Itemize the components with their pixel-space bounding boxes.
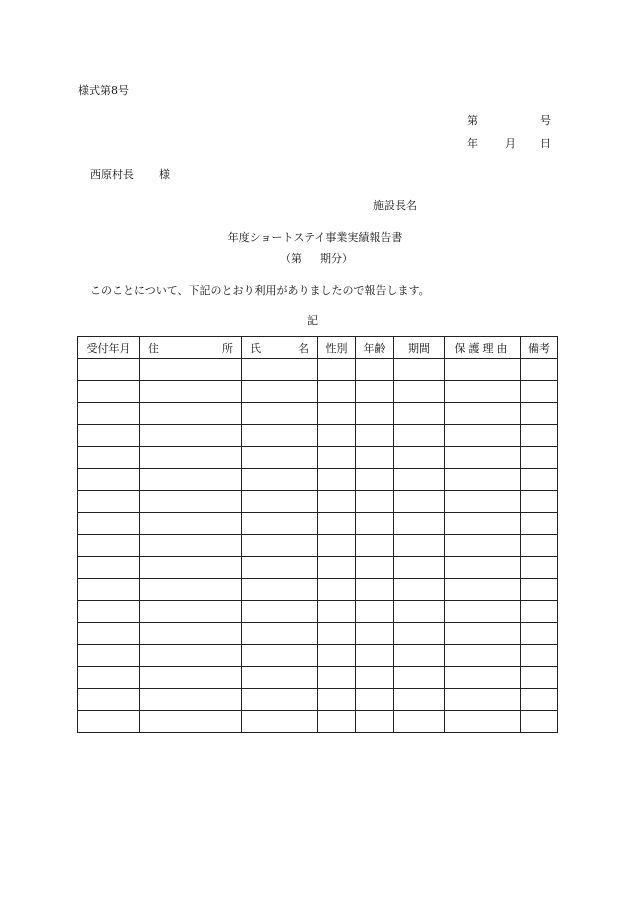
table-row [78, 623, 558, 645]
cell-reason [445, 425, 521, 447]
cell-age [356, 425, 394, 447]
cell-name [242, 447, 318, 469]
cell-age [356, 403, 394, 425]
table-row [78, 447, 558, 469]
cell-gender [318, 535, 356, 557]
cell-address [140, 359, 242, 381]
date-month-label: 月 [505, 137, 516, 150]
cell-gender [318, 689, 356, 711]
cell-address [140, 689, 242, 711]
table-row [78, 425, 558, 447]
cell-period [394, 557, 445, 579]
table-row [78, 535, 558, 557]
cell-remarks [521, 425, 558, 447]
cell-date [78, 403, 140, 425]
cell-address [140, 469, 242, 491]
cell-period [394, 359, 445, 381]
cell-address [140, 557, 242, 579]
header-address-second: 所 [222, 341, 233, 355]
cell-gender [318, 403, 356, 425]
cell-remarks [521, 447, 558, 469]
cell-age [356, 491, 394, 513]
cell-address [140, 579, 242, 601]
table-row [78, 491, 558, 513]
table-row [78, 601, 558, 623]
cell-date [78, 667, 140, 689]
header-address [140, 337, 242, 359]
cell-remarks [521, 711, 558, 733]
table-row [78, 403, 558, 425]
header-name-first: 氏 [250, 341, 261, 355]
cell-date [78, 491, 140, 513]
cell-date [78, 447, 140, 469]
period-suffix: 期分） [320, 252, 353, 265]
cell-period [394, 469, 445, 491]
header-name [242, 337, 318, 359]
cell-name [242, 535, 318, 557]
cell-age [356, 623, 394, 645]
cell-date [78, 381, 140, 403]
cell-address [140, 381, 242, 403]
cell-period [394, 447, 445, 469]
cell-address [140, 535, 242, 557]
cell-age [356, 513, 394, 535]
cell-date [78, 623, 140, 645]
cell-gender [318, 381, 356, 403]
table-body [78, 359, 558, 733]
table-header-row [78, 337, 558, 359]
cell-name [242, 601, 318, 623]
cell-address [140, 447, 242, 469]
cell-remarks [521, 381, 558, 403]
cell-address [140, 667, 242, 689]
cell-reason [445, 601, 521, 623]
header-age: 年齢 [356, 337, 394, 359]
cell-period [394, 491, 445, 513]
note-heading: 記 [307, 314, 318, 327]
form-number: 様式第8号 [78, 84, 129, 97]
cell-name [242, 557, 318, 579]
cell-address [140, 601, 242, 623]
cell-reason [445, 491, 521, 513]
cell-gender [318, 557, 356, 579]
table-row [78, 557, 558, 579]
cell-remarks [521, 403, 558, 425]
cell-date [78, 513, 140, 535]
period-prefix: （第 [280, 252, 302, 265]
cell-reason [445, 535, 521, 557]
report-statement: このことについて、下記のとおり利用がありましたので報告します。 [90, 284, 430, 297]
cell-period [394, 381, 445, 403]
cell-period [394, 623, 445, 645]
cell-name [242, 623, 318, 645]
cell-reason [445, 403, 521, 425]
cell-name [242, 425, 318, 447]
cell-gender [318, 579, 356, 601]
doc-number-prefix: 第 [467, 114, 478, 127]
date-year-label: 年 [467, 137, 478, 150]
cell-date [78, 711, 140, 733]
cell-reason [445, 557, 521, 579]
cell-reason [445, 667, 521, 689]
table-row [78, 711, 558, 733]
table-row [78, 645, 558, 667]
cell-reason [445, 689, 521, 711]
cell-address [140, 645, 242, 667]
cell-name [242, 513, 318, 535]
cell-reason [445, 579, 521, 601]
cell-name [242, 491, 318, 513]
cell-gender [318, 469, 356, 491]
cell-address [140, 403, 242, 425]
cell-age [356, 667, 394, 689]
cell-date [78, 689, 140, 711]
cell-reason [445, 645, 521, 667]
cell-remarks [521, 623, 558, 645]
cell-gender [318, 447, 356, 469]
cell-period [394, 403, 445, 425]
cell-date [78, 359, 140, 381]
cell-age [356, 557, 394, 579]
cell-age [356, 711, 394, 733]
cell-gender [318, 711, 356, 733]
cell-address [140, 491, 242, 513]
cell-remarks [521, 667, 558, 689]
cell-gender [318, 601, 356, 623]
cell-period [394, 645, 445, 667]
table-row [78, 359, 558, 381]
cell-gender [318, 667, 356, 689]
cell-gender [318, 425, 356, 447]
cell-date [78, 601, 140, 623]
cell-date [78, 535, 140, 557]
cell-name [242, 667, 318, 689]
facility-head-name: 施設長名 [373, 199, 417, 212]
report-table [77, 336, 558, 733]
cell-age [356, 381, 394, 403]
cell-remarks [521, 469, 558, 491]
header-name-second: 名 [298, 341, 309, 355]
header-gender: 性別 [318, 337, 356, 359]
cell-remarks [521, 491, 558, 513]
header-remarks: 備考 [521, 337, 558, 359]
cell-name [242, 579, 318, 601]
cell-remarks [521, 359, 558, 381]
table-row [78, 381, 558, 403]
cell-period [394, 689, 445, 711]
date-day-label: 日 [540, 137, 551, 150]
cell-period [394, 667, 445, 689]
cell-name [242, 381, 318, 403]
cell-gender [318, 491, 356, 513]
cell-address [140, 425, 242, 447]
cell-period [394, 535, 445, 557]
header-date: 受付年月 [78, 337, 140, 359]
cell-reason [445, 447, 521, 469]
document-title: 年度ショートステイ事業実績報告書 [227, 231, 403, 244]
addressee: 西原村長 [90, 168, 134, 181]
cell-remarks [521, 689, 558, 711]
cell-remarks [521, 579, 558, 601]
cell-reason [445, 623, 521, 645]
cell-gender [318, 513, 356, 535]
cell-reason [445, 381, 521, 403]
cell-age [356, 689, 394, 711]
cell-age [356, 579, 394, 601]
cell-age [356, 645, 394, 667]
cell-name [242, 711, 318, 733]
cell-reason [445, 513, 521, 535]
addressee-suffix: 様 [159, 168, 170, 181]
cell-date [78, 425, 140, 447]
cell-remarks [521, 513, 558, 535]
header-reason: 保護理由 [445, 337, 521, 359]
cell-address [140, 711, 242, 733]
cell-remarks [521, 557, 558, 579]
cell-remarks [521, 601, 558, 623]
table-row [78, 513, 558, 535]
cell-gender [318, 359, 356, 381]
cell-remarks [521, 535, 558, 557]
header-period: 期間 [394, 337, 445, 359]
cell-name [242, 403, 318, 425]
cell-date [78, 469, 140, 491]
table-row [78, 689, 558, 711]
cell-gender [318, 645, 356, 667]
cell-name [242, 689, 318, 711]
cell-remarks [521, 645, 558, 667]
cell-reason [445, 469, 521, 491]
cell-period [394, 601, 445, 623]
cell-period [394, 711, 445, 733]
doc-number-suffix: 号 [540, 114, 551, 127]
cell-address [140, 623, 242, 645]
cell-age [356, 447, 394, 469]
cell-name [242, 359, 318, 381]
cell-name [242, 469, 318, 491]
cell-reason [445, 711, 521, 733]
cell-reason [445, 359, 521, 381]
header-address-first: 住 [148, 341, 159, 355]
table-row [78, 667, 558, 689]
cell-period [394, 425, 445, 447]
cell-gender [318, 623, 356, 645]
cell-age [356, 535, 394, 557]
cell-period [394, 513, 445, 535]
cell-period [394, 579, 445, 601]
cell-age [356, 469, 394, 491]
cell-date [78, 557, 140, 579]
table-row [78, 579, 558, 601]
cell-date [78, 579, 140, 601]
cell-age [356, 359, 394, 381]
cell-age [356, 601, 394, 623]
table-row [78, 469, 558, 491]
cell-date [78, 645, 140, 667]
cell-name [242, 645, 318, 667]
cell-address [140, 513, 242, 535]
